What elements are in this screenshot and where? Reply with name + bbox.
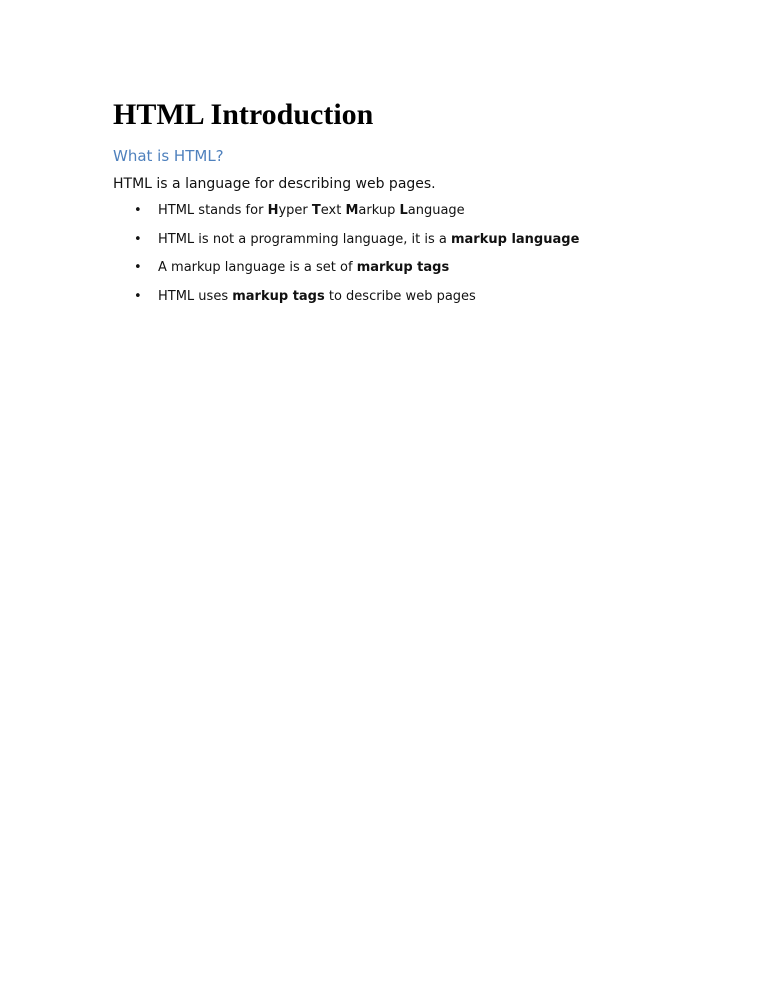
list-item-bold-text: H xyxy=(267,203,279,218)
list-item-bold-text: markup language xyxy=(450,231,580,247)
list-item-text: A markup language is a set of xyxy=(158,260,357,276)
section-heading: What is HTML? xyxy=(113,147,224,165)
list-item-text: HTML is not a programming language, it is a xyxy=(158,231,451,247)
document-content xyxy=(113,96,693,317)
list-item-text: HTML uses xyxy=(158,289,233,305)
list-item-bold-text: markup tags xyxy=(232,289,325,305)
list-item xyxy=(113,202,693,220)
list-item-text: to describe web pages xyxy=(324,289,476,305)
list-item xyxy=(113,259,693,277)
list-item-text: arkup xyxy=(358,203,400,218)
bullet-icon: • xyxy=(134,203,142,218)
list-item-text: HTML stands for xyxy=(158,203,268,218)
bullet-icon: • xyxy=(134,260,142,276)
list-item-text: yper xyxy=(278,203,312,218)
list-item xyxy=(113,231,693,249)
bullet-list xyxy=(113,202,693,306)
list-item-bold-text: M xyxy=(345,203,359,218)
list-item-bold-text: markup tags xyxy=(356,260,450,276)
list-item-text: ext xyxy=(320,203,346,218)
list-item-text: anguage xyxy=(407,203,465,218)
bullet-icon: • xyxy=(134,231,142,247)
intro-paragraph: HTML is a language for describing web pages. xyxy=(113,176,436,192)
bullet-icon: • xyxy=(134,289,142,305)
list-item-bold-text: L xyxy=(399,203,408,218)
list-item-bold-text: T xyxy=(311,203,321,218)
page-title: HTML Introduction xyxy=(113,98,374,131)
list-item xyxy=(113,288,693,306)
